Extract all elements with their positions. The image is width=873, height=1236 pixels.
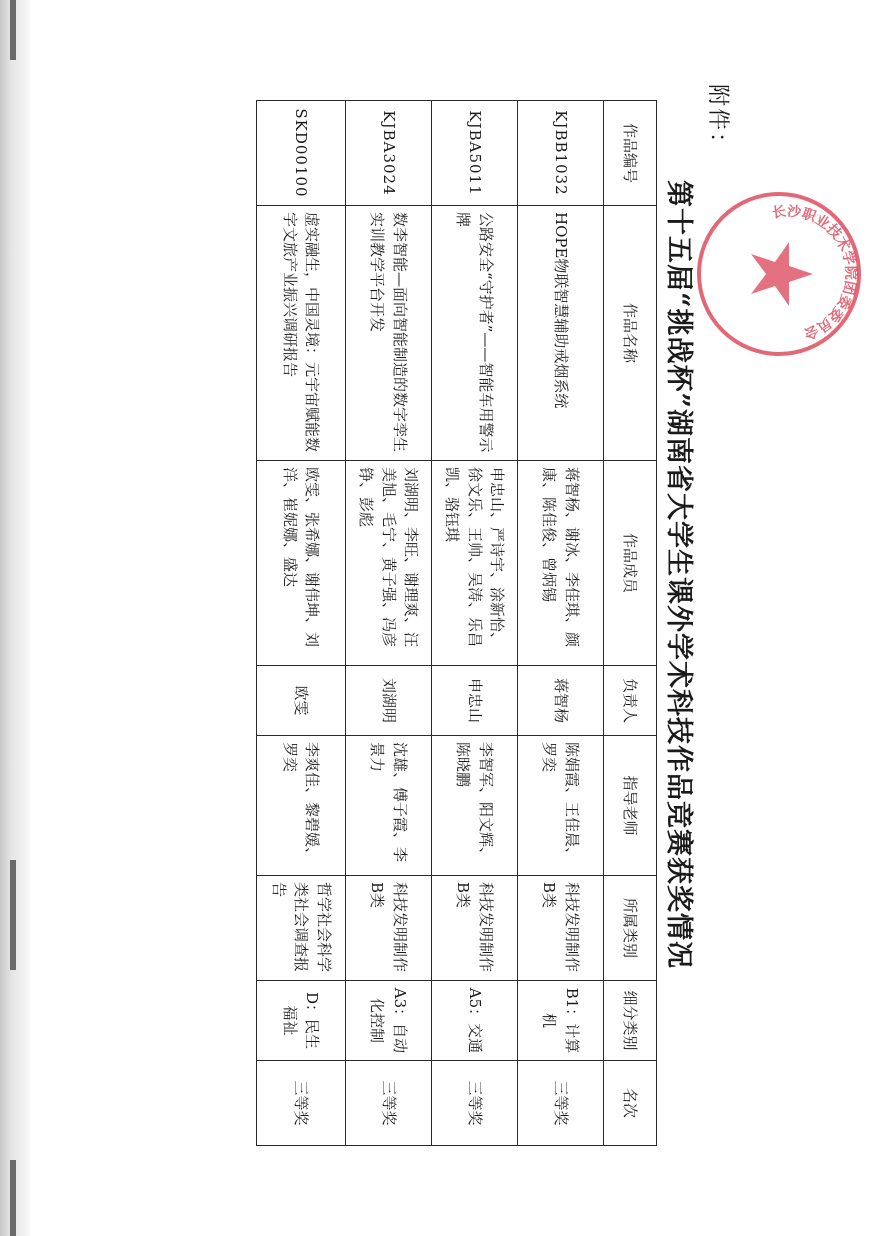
cell-advisors: 李爽佳、黎碧媛、罗奕 bbox=[257, 736, 346, 876]
header-work-name: 作品名称 bbox=[604, 206, 657, 461]
table-row bbox=[346, 101, 432, 1146]
cell-work-id: KJBA5011 bbox=[432, 101, 518, 206]
cell-subcategory: A5：交通 bbox=[432, 981, 518, 1061]
cell-category: 科技发明制作B类 bbox=[346, 876, 432, 981]
table-header-row bbox=[604, 101, 657, 1146]
cell-leader: 刘湖明 bbox=[346, 666, 432, 736]
cell-advisors: 陈娟霞、王佳晨、罗奕 bbox=[518, 736, 604, 876]
header-work-id: 作品编号 bbox=[604, 101, 657, 206]
cell-work-name: 数李智能—面向智能制造的数字孪生实训教学平台开发 bbox=[346, 206, 432, 461]
cell-subcategory: D：民生福祉 bbox=[257, 981, 346, 1061]
table-row bbox=[518, 101, 604, 1146]
cell-leader: 蒋智杨 bbox=[518, 666, 604, 736]
cell-work-id: SKD00100 bbox=[257, 101, 346, 206]
table-row bbox=[432, 101, 518, 1146]
cell-members: 蒋智杨、谢冰、李佳琪、颜康、陈佳俊、曾炳锡 bbox=[518, 461, 604, 666]
seal-arc-text: 长沙职业技术学院团委委员会 bbox=[771, 203, 859, 342]
header-rank: 名次 bbox=[604, 1061, 657, 1146]
cell-work-id: KJBB1032 bbox=[518, 101, 604, 206]
official-seal bbox=[693, 188, 865, 360]
cell-rank: 三等奖 bbox=[518, 1061, 604, 1146]
cell-members: 欧雯、张希娜、谢伟坤、刘洋、崔妮娜、盛达 bbox=[257, 461, 346, 666]
header-advisors: 指导老师 bbox=[604, 736, 657, 876]
table-row bbox=[257, 101, 346, 1146]
cell-work-name: 公路安全“守护者”——智能车用警示牌 bbox=[432, 206, 518, 461]
cell-members: 刘湖明、李旺、谢理爽、汪美旭、毛宁、黄子强、冯彦铮、彭彪 bbox=[346, 461, 432, 666]
cell-rank: 三等奖 bbox=[346, 1061, 432, 1146]
seal-outer-ring bbox=[699, 194, 859, 354]
cell-rank: 三等奖 bbox=[257, 1061, 346, 1146]
cell-leader: 欧雯 bbox=[257, 666, 346, 736]
cell-advisors: 沈雄、傅子霞、李景力 bbox=[346, 736, 432, 876]
header-leader: 负责人 bbox=[604, 666, 657, 736]
header-category: 所属类别 bbox=[604, 876, 657, 981]
attachment-label: 附件： bbox=[705, 84, 730, 157]
award-table bbox=[256, 100, 657, 1146]
cell-members: 申忠山、严诗宇、涂新怡、徐文乐、王帅、吴涛、乐昌凯、骆钰琪 bbox=[432, 461, 518, 666]
cell-work-id: KJBA3024 bbox=[346, 101, 432, 206]
cell-rank: 三等奖 bbox=[432, 1061, 518, 1146]
cell-category: 科技发明制作B类 bbox=[518, 876, 604, 981]
document-title: 第十五届“挑战杯”湖南省大学生课外学术科技作品竞赛获奖情况 bbox=[663, 180, 694, 970]
cell-leader: 申忠山 bbox=[432, 666, 518, 736]
cell-category: 科技发明制作B类 bbox=[432, 876, 518, 981]
cell-work-name: 虚实融生，中国灵境：元宇宙赋能数字文旅产业振兴调研报告 bbox=[257, 206, 346, 461]
header-members: 作品成员 bbox=[604, 461, 657, 666]
cell-advisors: 李智军、阳文辉、陈晓鹏 bbox=[432, 736, 518, 876]
cell-subcategory: A3：自动化控制 bbox=[346, 981, 432, 1061]
seal-star bbox=[751, 242, 813, 306]
cell-category: 哲学社会科学类社会调查报告 bbox=[257, 876, 346, 981]
cell-work-name: HOPE物联智慧辅助戒烟系统 bbox=[518, 206, 604, 461]
cell-subcategory: B1：计算机 bbox=[518, 981, 604, 1061]
header-subcategory: 细分类别 bbox=[604, 981, 657, 1061]
